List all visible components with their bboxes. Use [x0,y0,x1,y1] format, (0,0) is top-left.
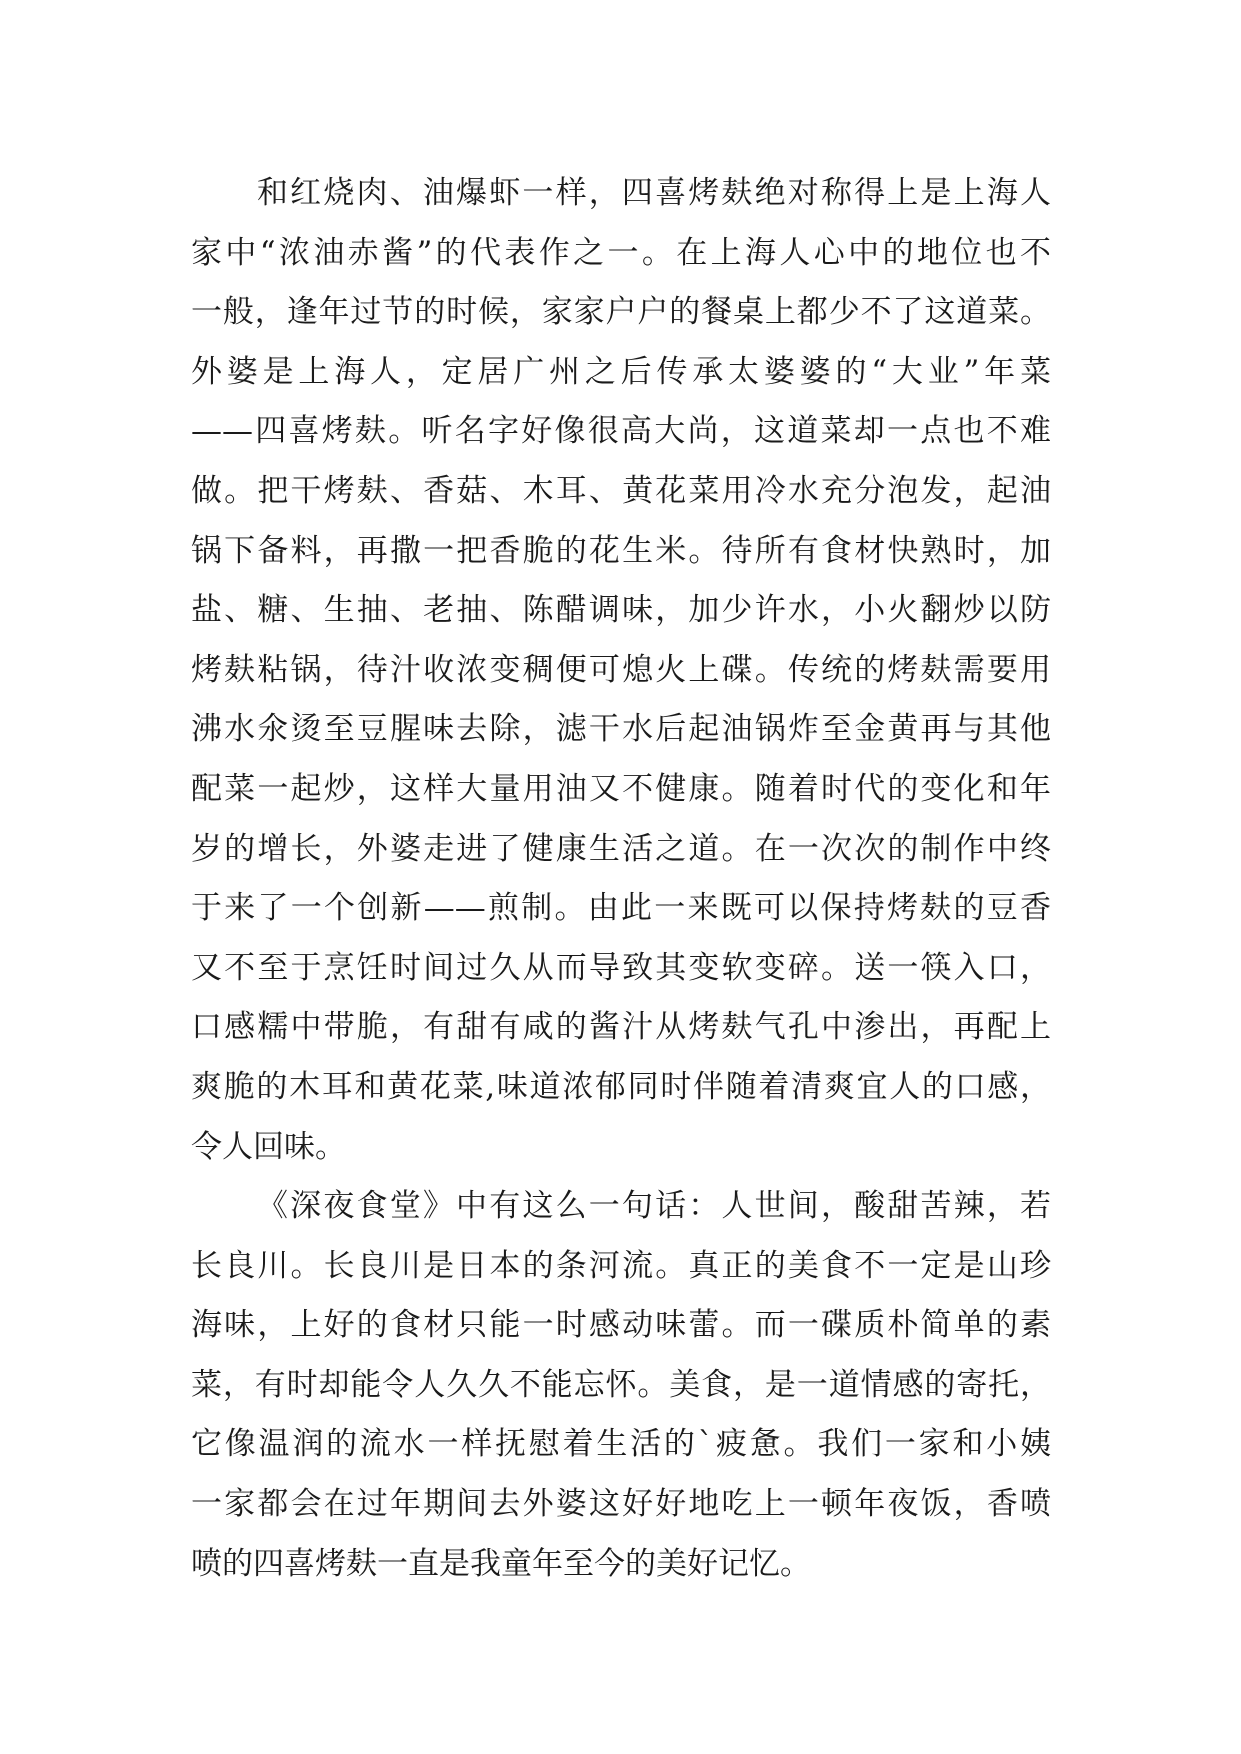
text-line: 锅下备料，再撒一把香脆的花生米。待所有食材快熟时，加 [191,532,1051,569]
text-line: ——四喜烤麸。听名字好像很高大尚，这道菜却一点也不难 [191,413,1051,450]
text-line: 外婆是上海人，定居广州之后传承太婆婆的“大业”年菜 [191,353,1051,390]
text-line: 又不至于烹饪时间过久从而导致其变软变碎。送一筷入口， [191,949,1051,986]
text-line: 岁的增长，外婆走进了健康生活之道。在一次次的制作中终 [191,830,1051,867]
text-line: 爽脆的木耳和黄花菜,味道浓郁同时伴随着清爽宜人的口感， [191,1068,1051,1105]
text-line: 令人回味。 [191,1128,346,1165]
text-line: 海味，上好的食材只能一时感动味蕾。而一碟质朴简单的素 [191,1307,1051,1344]
text-line: 盐、糖、生抽、老抽、陈醋调味，加少许水，小火翻炒以防 [191,592,1051,629]
text-line: 喷的四喜烤麸一直是我童年至今的美好记忆。 [191,1545,811,1582]
text-line: 做。把干烤麸、香菇、木耳、黄花菜用冷水充分泡发，起油 [191,472,1051,509]
text-line: 《深夜食堂》中有这么一句话：人世间，酸甜苦辣，若 [257,1188,1051,1225]
paragraph-1 [191,164,1051,1177]
document-body [191,164,1051,1594]
text-line: 一家都会在过年期间去外婆这好好地吃上一顿年夜饭，香喷 [191,1486,1051,1523]
text-line: 于来了一个创新——煎制。由此一来既可以保持烤麸的豆香 [191,890,1051,927]
paragraph-2 [191,1177,1051,1594]
text-line: 和红烧肉、油爆虾一样，四喜烤麸绝对称得上是上海人 [257,175,1051,211]
text-line: 长良川。长良川是日本的条河流。真正的美食不一定是山珍 [191,1247,1051,1284]
text-line: 菜，有时却能令人久久不能忘怀。美食，是一道情感的寄托， [191,1366,1051,1403]
text-line: 口感糯中带脆，有甜有咸的酱汁从烤麸气孔中渗出，再配上 [191,1009,1051,1046]
text-line: 配菜一起炒，这样大量用油又不健康。随着时代的变化和年 [191,770,1051,807]
text-line: 它像温润的流水一样抚慰着生活的`疲惫。我们一家和小姨 [191,1426,1051,1463]
text-line: 一般，逢年过节的时候，家家户户的餐桌上都少不了这道菜。 [191,294,1051,331]
text-line: 烤麸粘锅，待汁收浓变稠便可熄火上碟。传统的烤麸需要用 [191,651,1051,688]
text-line: 沸水氽烫至豆腥味去除，滤干水后起油锅炸至金黄再与其他 [191,711,1051,748]
text-line: 家中“浓油赤酱”的代表作之一。在上海人心中的地位也不 [191,234,1051,271]
